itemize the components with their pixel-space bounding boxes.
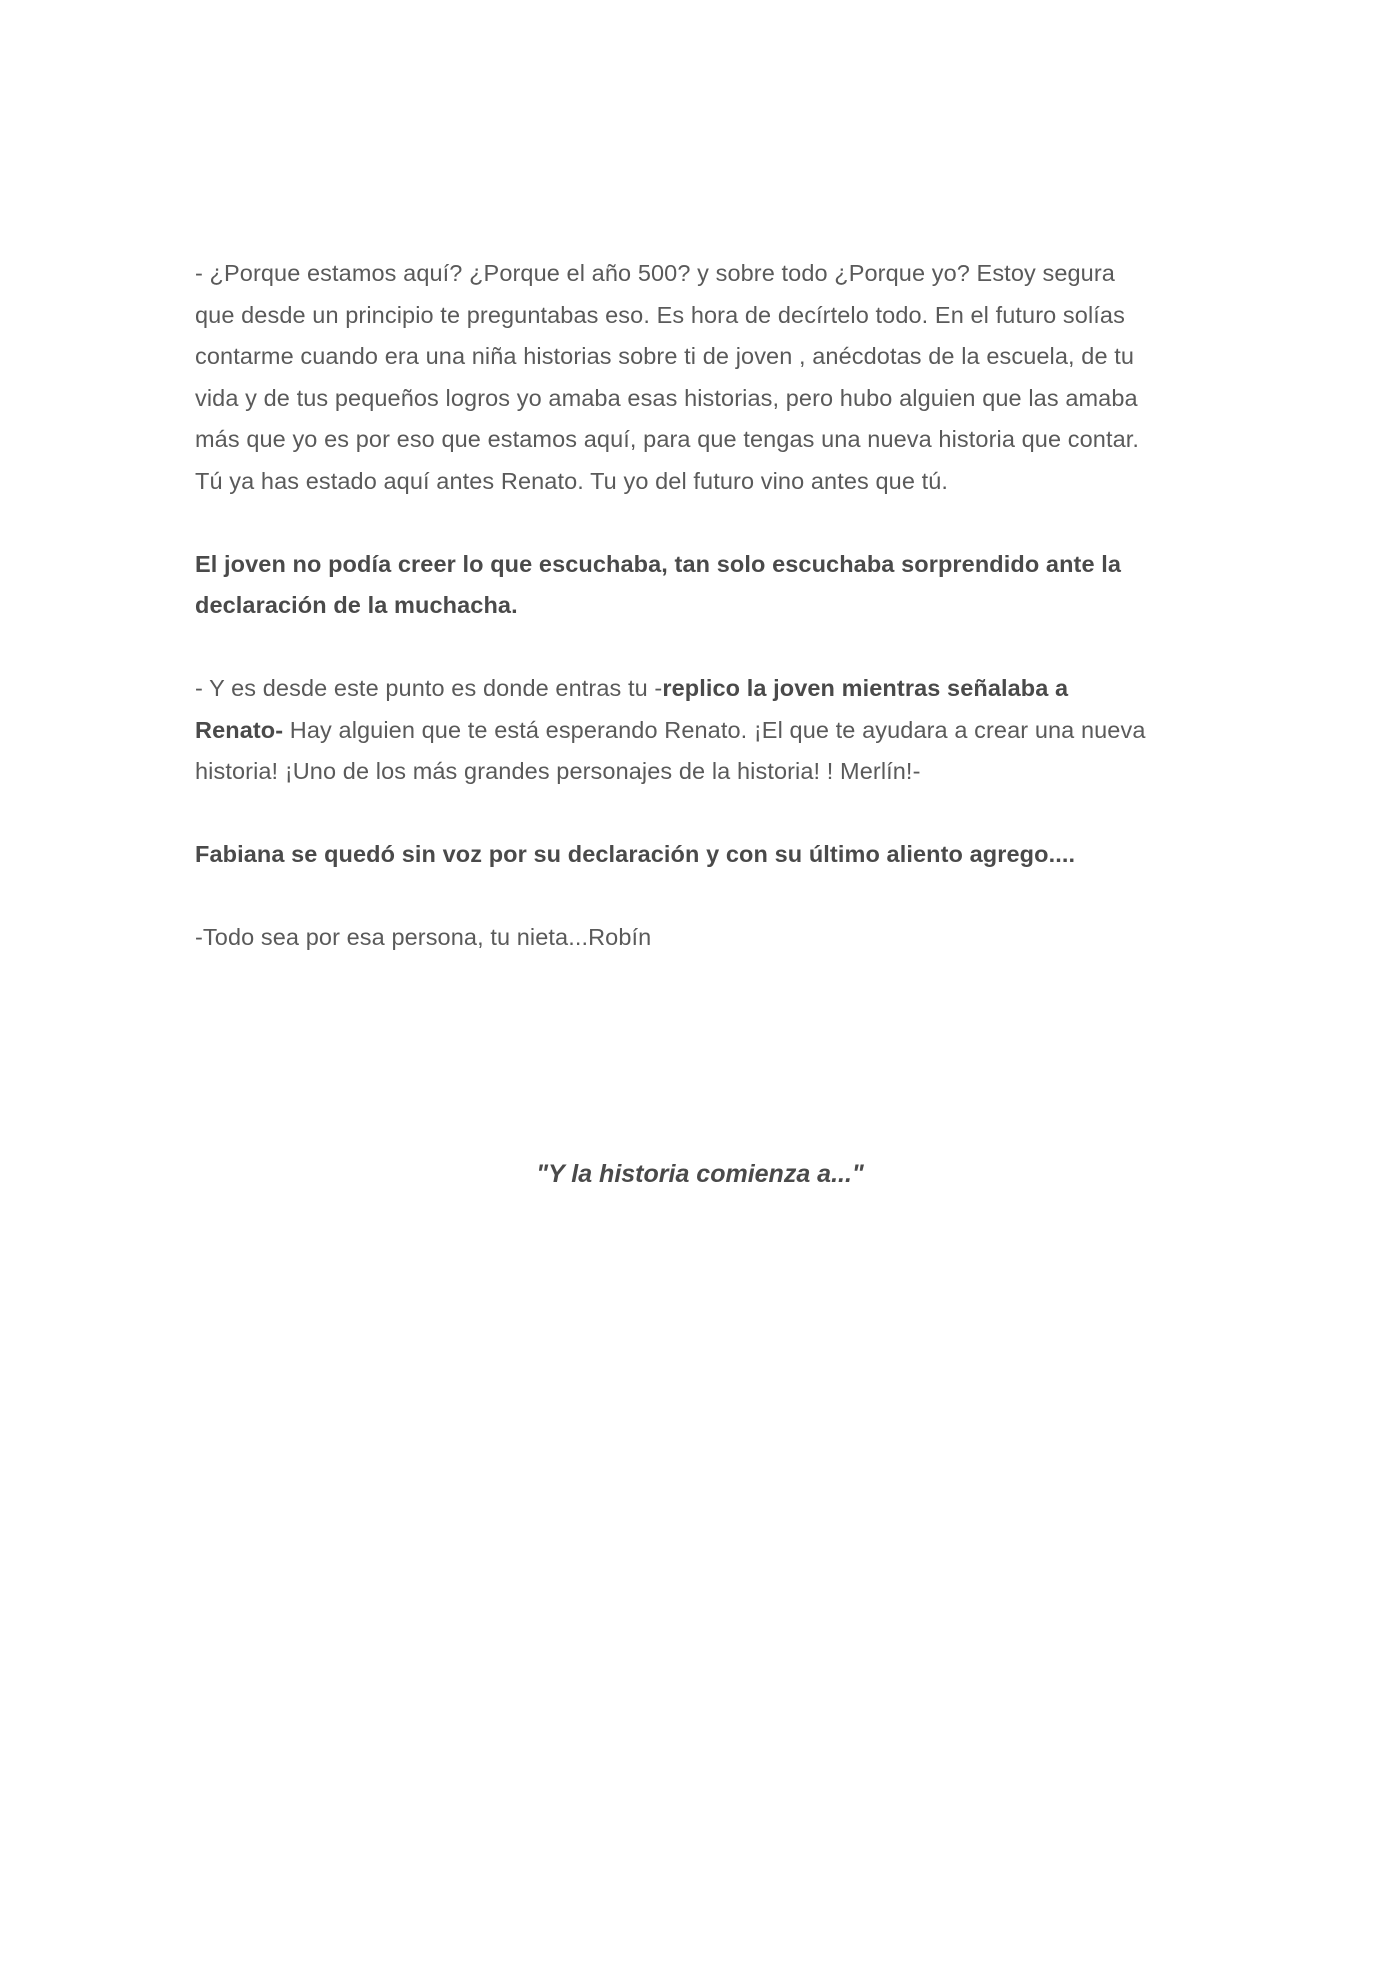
paragraph-spacer [195, 876, 1225, 918]
text-line [195, 668, 1225, 710]
text-line: historia! ¡Uno de los más grandes personajes de la historia! ! Merlín!- [195, 758, 921, 784]
closing-line: "Y la historia comienza a..." [536, 1160, 864, 1188]
paragraph-spacer [195, 502, 1225, 544]
text-line: vida y de tus pequeños logros yo amaba esas historias, pero hubo alguien que las amaba [195, 384, 1138, 411]
text-line: que desde un principio te preguntabas eso. Es hora de decírtelo todo. En el futuro solías [195, 301, 1125, 328]
dialogue-text: - Y es desde este punto es donde entras tu - [195, 675, 663, 701]
text-line [195, 710, 1225, 752]
paragraph-dialogue-1 [195, 253, 1225, 502]
text-line: declaración de la muchacha. [195, 592, 518, 618]
dialogue-text: Hay alguien que te está esperando Renato. ¡El que te ayudara a crear una nueva [283, 716, 1146, 743]
paragraph-dialogue-2 [195, 668, 1225, 793]
document-body [195, 253, 1225, 959]
paragraph-dialogue-3 [195, 917, 1225, 959]
text-line: contarme cuando era una niña historias sobre ti de joven , anécdotas de la escuela, de tu [195, 343, 1135, 369]
paragraph-spacer [195, 627, 1225, 669]
narration-text: Renato- [195, 716, 284, 743]
text-line: Tú ya has estado aquí antes Renato. Tu yo del futuro vino antes que tú. [195, 467, 949, 494]
text-line: - ¿Porque estamos aquí? ¿Porque el año 500? y sobre todo ¿Porque yo? Estoy segura [195, 260, 1115, 286]
paragraph-narration-2 [195, 834, 1225, 876]
text-line: El joven no podía creer lo que escuchaba, tan solo escuchaba sorprendido ante la [195, 550, 1122, 577]
paragraph-narration-1 [195, 544, 1225, 627]
text-line: -Todo sea por esa persona, tu nieta...Robín [195, 924, 652, 950]
narration-text: replico la joven mientras señalaba a [662, 675, 1069, 701]
text-line: Fabiana se quedó sin voz por su declaración y con su último aliento agrego.... [195, 841, 1076, 867]
text-line: más que yo es por eso que estamos aquí, para que tengas una nueva historia que contar. [195, 426, 1139, 452]
paragraph-spacer [195, 793, 1225, 835]
